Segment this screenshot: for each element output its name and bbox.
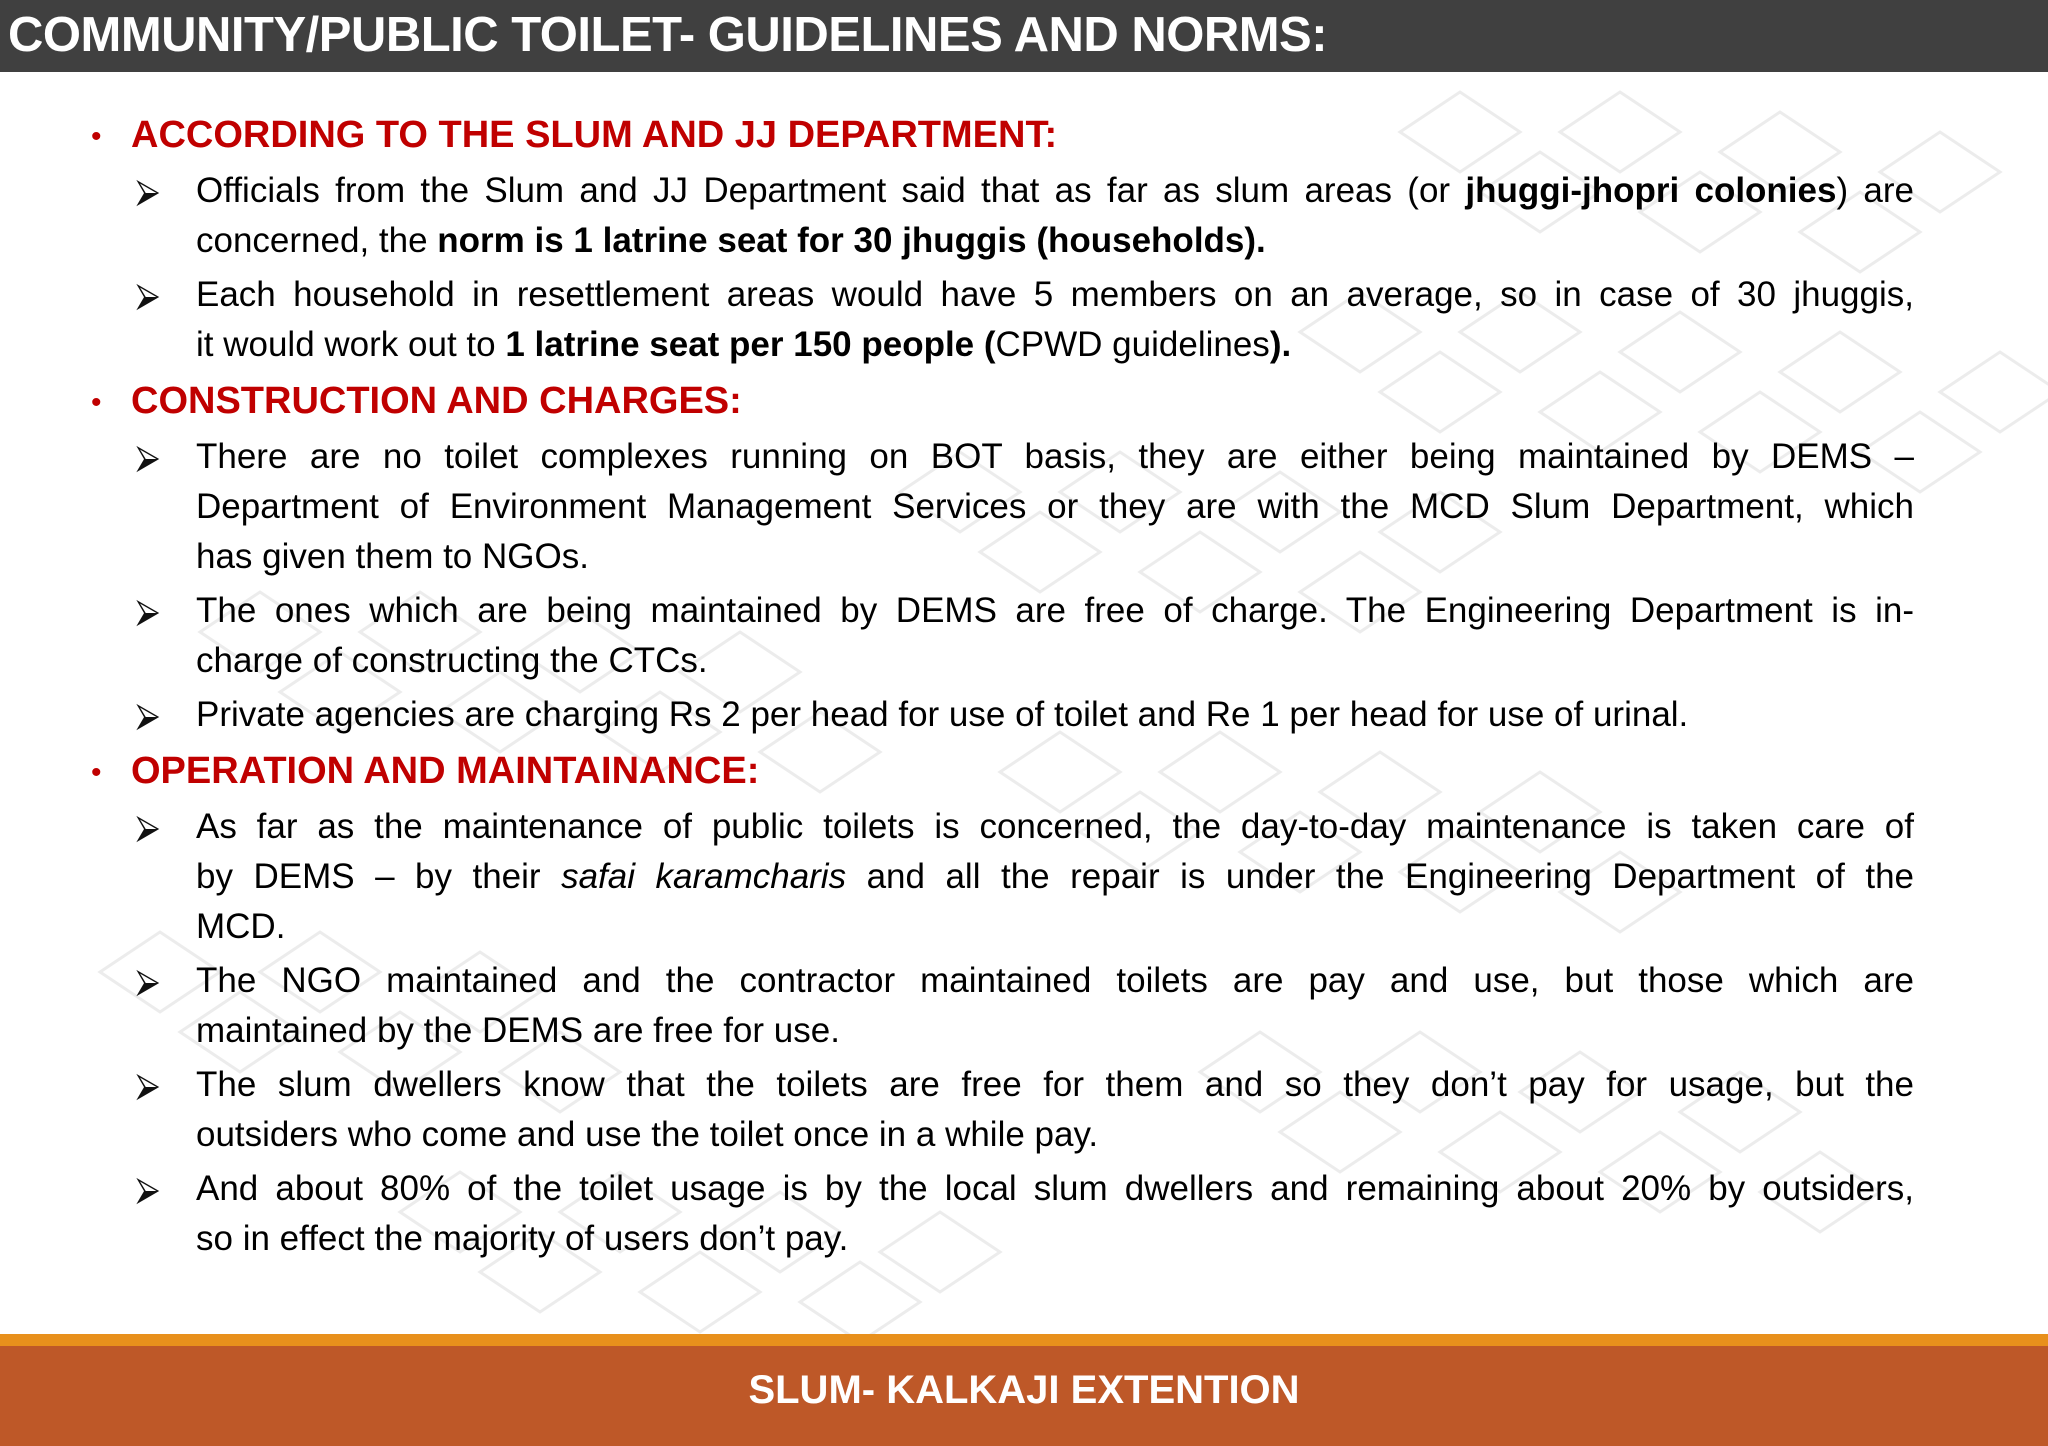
text-segment: has given them to NGOs. xyxy=(196,537,589,576)
text-segment: There are no toilet complexes running on BOT basis, they are either being maintained by DEMS – xyxy=(196,437,1914,476)
footer-bar xyxy=(0,1346,2048,1446)
arrow-bullet-icon: ⮚ xyxy=(136,171,160,210)
text-segment: and all the repair is under the Engineering Department of the xyxy=(846,857,1914,896)
text-segment: outsiders who come and use the toilet once in a while pay. xyxy=(196,1115,1099,1154)
section-heading-text: CONSTRUCTION AND CHARGES: xyxy=(131,380,742,422)
text-segment: The NGO maintained and the contractor maintained toilets are pay and use, but those which are xyxy=(196,961,1914,1000)
bold-text: 1 latrine seat per 150 people ( xyxy=(505,325,996,364)
arrow-bullet-icon: ⮚ xyxy=(136,275,160,314)
text-line xyxy=(196,690,1914,740)
content-area xyxy=(0,108,2048,1268)
text-segment: MCD. xyxy=(196,907,286,946)
list-item xyxy=(0,586,2048,686)
text-segment: And about 80% of the toilet usage is by the local slum dwellers and remaining about 20% by outsiders, xyxy=(196,1169,1914,1208)
text-line xyxy=(196,532,1914,582)
page-title: COMMUNITY/PUBLIC TOILET- GUIDELINES AND NORMS: xyxy=(8,8,1328,62)
text-segment: ) are xyxy=(1836,171,1914,210)
text-line xyxy=(196,1060,1914,1110)
text-segment: CPWD guidelines xyxy=(995,325,1270,364)
bullet-dot-icon: • xyxy=(91,386,102,419)
arrow-bullet-icon: ⮚ xyxy=(136,695,160,734)
bullet-dot-icon: • xyxy=(91,756,102,789)
section-heading xyxy=(0,108,2048,166)
text-line xyxy=(196,852,1914,902)
text-line xyxy=(196,320,1914,370)
footer-accent-stripe xyxy=(0,1334,2048,1346)
arrow-bullet-icon: ⮚ xyxy=(136,1169,160,1208)
text-line xyxy=(196,1110,1914,1160)
text-line xyxy=(196,1006,1914,1056)
italic-text: safai karamcharis xyxy=(561,857,847,896)
text-segment: Each household in resettlement areas would have 5 members on an average, so in case of 30 jhuggis, xyxy=(196,275,1914,314)
title-bar xyxy=(0,0,2048,72)
arrow-bullet-icon: ⮚ xyxy=(136,437,160,476)
text-line xyxy=(196,270,1914,320)
footer-label: SLUM- KALKAJI EXTENTION xyxy=(748,1368,1300,1412)
text-segment: it would work out to xyxy=(196,325,506,364)
text-line xyxy=(196,1164,1914,1214)
section-heading xyxy=(0,744,2048,802)
text-segment: The slum dwellers know that the toilets are free for them and so they don’t pay for usage, but the xyxy=(196,1065,1914,1104)
text-segment: The ones which are being maintained by DEMS are free of charge. The Engineering Department is in- xyxy=(196,591,1914,630)
arrow-bullet-icon: ⮚ xyxy=(136,807,160,846)
text-segment: maintained by the DEMS are free for use. xyxy=(196,1011,840,1050)
list-item xyxy=(0,802,2048,952)
text-segment: by DEMS – by their xyxy=(196,857,562,896)
list-item xyxy=(0,1060,2048,1160)
section-heading-text: OPERATION AND MAINTAINANCE: xyxy=(131,750,760,792)
text-line xyxy=(196,902,1914,952)
section-heading xyxy=(0,374,2048,432)
text-line xyxy=(196,166,1914,216)
bold-text: norm is 1 latrine seat for 30 jhuggis (households). xyxy=(437,221,1266,260)
text-line xyxy=(196,636,1914,686)
list-item xyxy=(0,270,2048,370)
list-item xyxy=(0,956,2048,1056)
text-line xyxy=(196,1214,1914,1264)
text-line xyxy=(196,432,1914,482)
text-segment: Private agencies are charging Rs 2 per head for use of toilet and Re 1 per head for use of urinal. xyxy=(196,695,1689,734)
bold-text: ). xyxy=(1269,325,1292,364)
list-item xyxy=(0,166,2048,266)
text-segment: so in effect the majority of users don’t pay. xyxy=(196,1219,849,1258)
bullet-dot-icon: • xyxy=(91,120,102,153)
text-segment: Officials from the Slum and JJ Department said that as far as slum areas (or xyxy=(196,171,1466,210)
text-segment: charge of constructing the CTCs. xyxy=(196,641,708,680)
text-segment: Department of Environment Management Services or they are with the MCD Slum Department, which xyxy=(196,487,1914,526)
arrow-bullet-icon: ⮚ xyxy=(136,1065,160,1104)
text-line xyxy=(196,956,1914,1006)
text-segment: concerned, the xyxy=(196,221,438,260)
list-item xyxy=(0,432,2048,582)
list-item xyxy=(0,1164,2048,1264)
list-item xyxy=(0,690,2048,740)
arrow-bullet-icon: ⮚ xyxy=(136,591,160,630)
arrow-bullet-icon: ⮚ xyxy=(136,961,160,1000)
text-segment: As far as the maintenance of public toilets is concerned, the day-to-day maintenance is taken care of xyxy=(196,807,1914,846)
text-line xyxy=(196,802,1914,852)
section-heading-text: ACCORDING TO THE SLUM AND JJ DEPARTMENT: xyxy=(131,114,1058,156)
text-line xyxy=(196,482,1914,532)
bold-text: jhuggi-jhopri colonies xyxy=(1465,171,1837,210)
text-line xyxy=(196,216,1914,266)
text-line xyxy=(196,586,1914,636)
